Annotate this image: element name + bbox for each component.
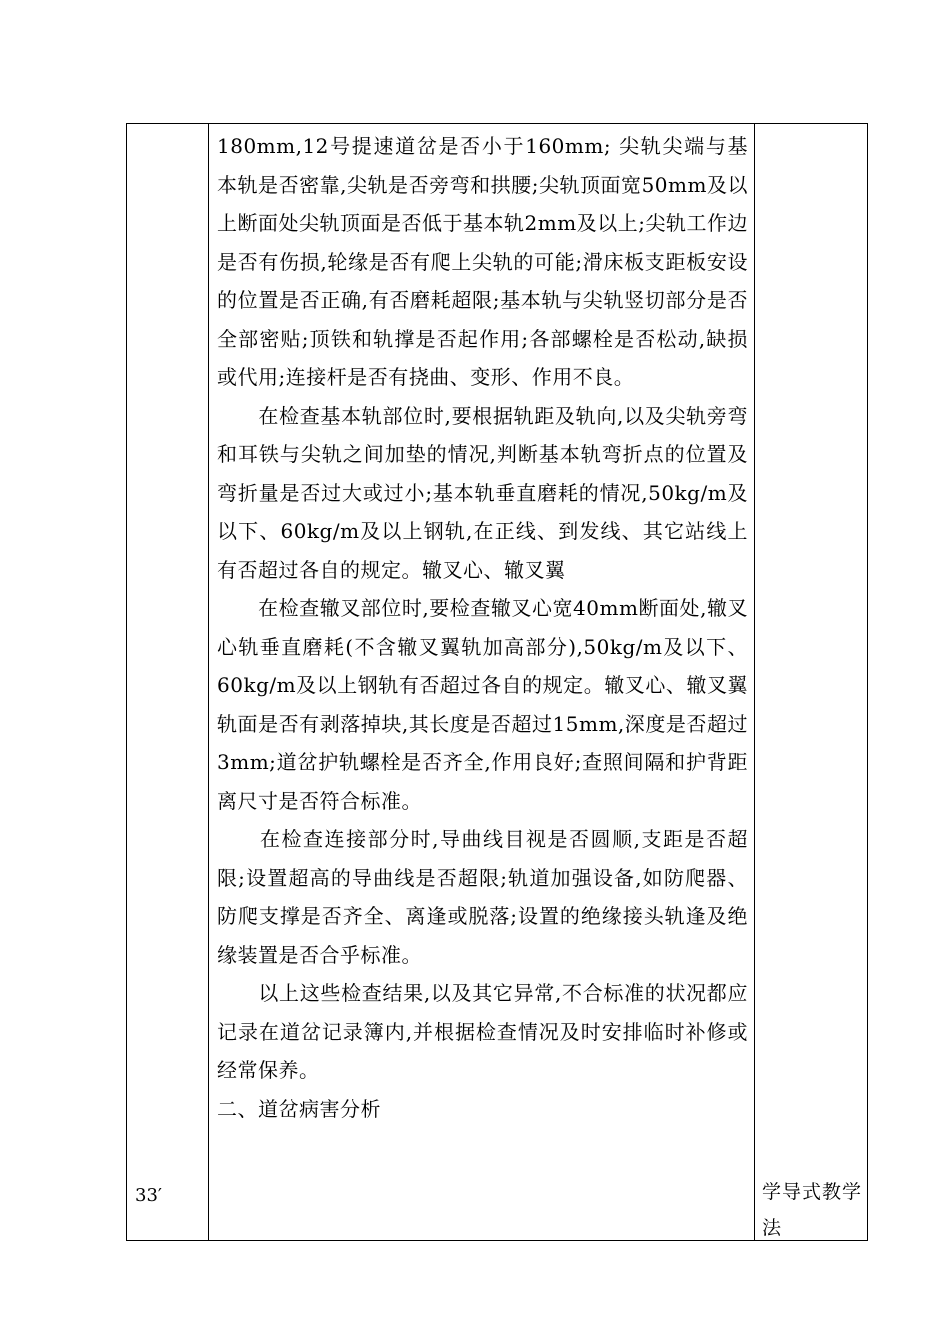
column-divider-left	[208, 124, 209, 1240]
time-allocation: 33′	[135, 1185, 162, 1206]
teaching-method: 学导式教学法	[762, 1181, 863, 1239]
paragraph-inspection-records: 以上这些检查结果,以及其它异常,不合标准的状况都应记录在道岔记录簿内,并根据检查情况及时安排临时补修或经常保养。	[217, 981, 748, 1082]
section-heading-disease-analysis: 二、道岔病害分析	[217, 1096, 381, 1121]
content-cell	[217, 124, 748, 1128]
paragraph-inspection-frog: 在检查辙叉部位时,要检查辙叉心宽40mm断面处,辙叉心轨垂直磨耗(不含辙叉翼轨加高部分),50kg/m及以下、60kg/m及以上钢轨有否超过各自的规定。辙叉心、辙叉翼轨面是否有剥落掉块,其长度是否超过15mm,深度是否超过3mm;道岔护轨螺栓是否齐全,作用良好;查照间隔和护背距离尺寸是否符合标准。	[217, 596, 748, 813]
paragraph-inspection-stock-rail: 在检查基本轨部位时,要根据轨距及轨向,以及尖轨旁弯和耳铁与尖轨之间加垫的情况,判断基本轨弯折点的位置及弯折量是否过大或过小;基本轨垂直磨耗的情况,50kg/m及以下、60kg/m及以上钢轨,在正线、到发线、其它站线上有否超过各自的规定。辙叉心、辙叉翼	[217, 403, 748, 582]
paragraph-inspection-switch-rail: 180mm,12号提速道岔是否小于160mm; 尖轨尖端与基本轨是否密靠,尖轨是否旁弯和拱腰;尖轨顶面宽50mm及以上断面处尖轨顶面是否低于基本轨2mm及以上;尖轨工作边是否有伤损,轮缘是否有爬上尖轨的可能;滑床板支距板安设的位置是否正确,有否磨耗超限;基本轨与尖轨竖切部分是否全部密贴;顶铁和轨撑是否起作用;各部螺栓是否松动,缺损或代用;连接杆是否有挠曲、变形、作用不良。	[217, 134, 748, 389]
paragraph-inspection-connection: 在检查连接部分时,导曲线目视是否圆顺,支距是否超限;设置超高的导曲线是否超限;轨道加强设备,如防爬器、防爬支撑是否齐全、离逢或脱落;设置的绝缘接头轨逢及绝缘装置是否合乎标准。	[217, 827, 748, 967]
column-divider-right	[754, 124, 755, 1240]
lesson-plan-table	[126, 123, 868, 1241]
